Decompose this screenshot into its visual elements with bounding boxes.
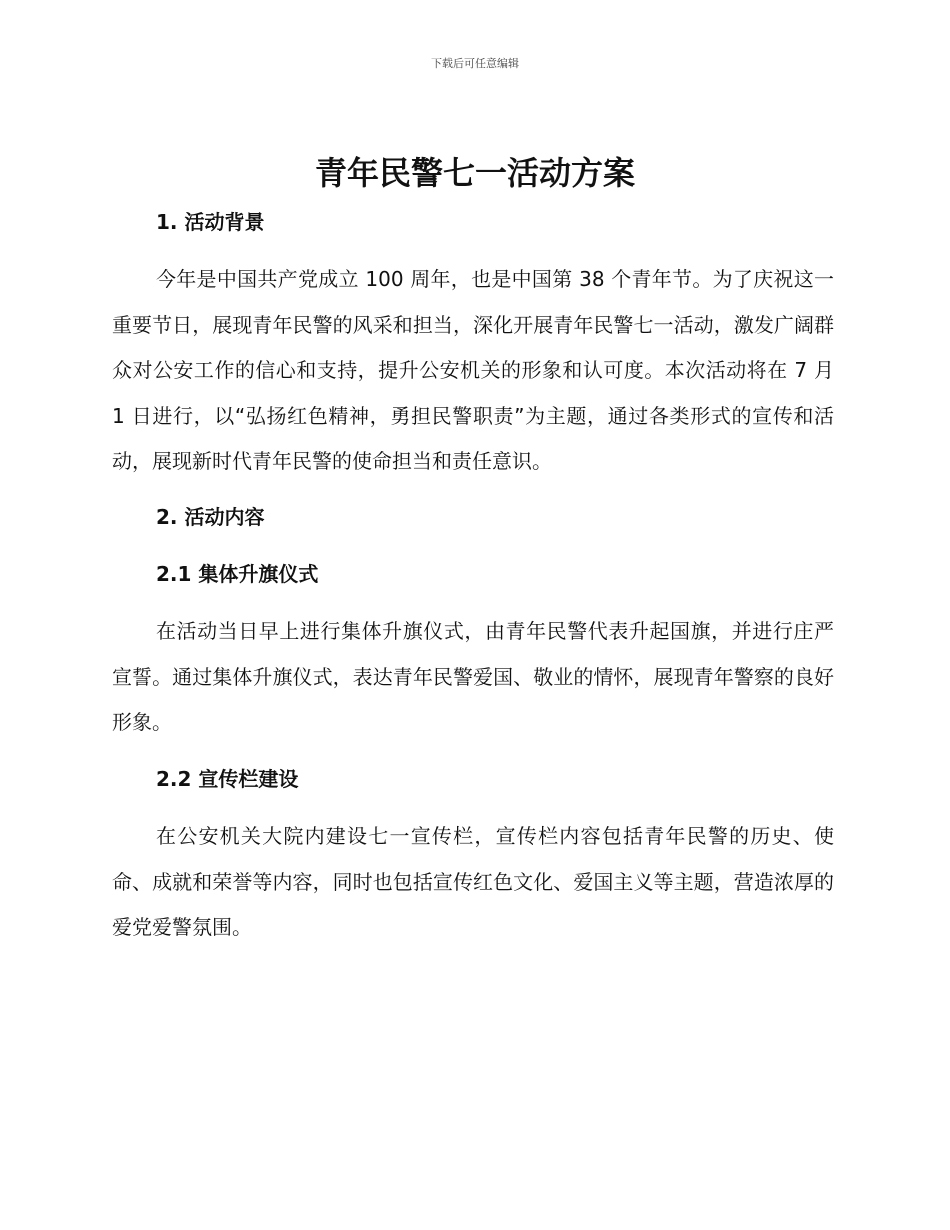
section-heading-bulletin-board: 2.2 宣传栏建设: [156, 767, 299, 791]
header-note: 下载后可任意编辑: [431, 57, 519, 70]
section-heading-flag-ceremony: 2.1 集体升旗仪式: [156, 562, 319, 586]
section-paragraph-bulletin-board: 在公安机关大院内建设七一宣传栏，宣传栏内容包括青年民警的历史、使命、成就和荣誉等内容，同时也包括宣传红色文化、爱国主义等主题，营造浓厚的爱党爱警氛围。: [112, 824, 834, 939]
section-heading-content: 2. 活动内容: [156, 505, 265, 529]
document-title: 青年民警七一活动方案: [314, 154, 635, 192]
section-paragraph-background: 今年是中国共产党成立 100 周年，也是中国第 38 个青年节。为了庆祝这一重要节日，展现青年民警的风采和担当，深化开展青年民警七一活动，激发广阔群众对公安工作的信心和支持，提升公安机关的形象和认可度。本次活动将在 7 月 1 日进行，以“弘扬红色精神，勇担民警职责”为主题，通过各类形式的宣传和活动，展现新时代青年民警的使命担当和责任意识。: [112, 267, 834, 473]
section-heading-background: 1. 活动背景: [156, 210, 265, 234]
section-paragraph-flag-ceremony: 在活动当日早上进行集体升旗仪式，由青年民警代表升起国旗，并进行庄严宣誓。通过集体升旗仪式，表达青年民警爱国、敬业的情怀，展现青年警察的良好形象。: [112, 619, 834, 734]
